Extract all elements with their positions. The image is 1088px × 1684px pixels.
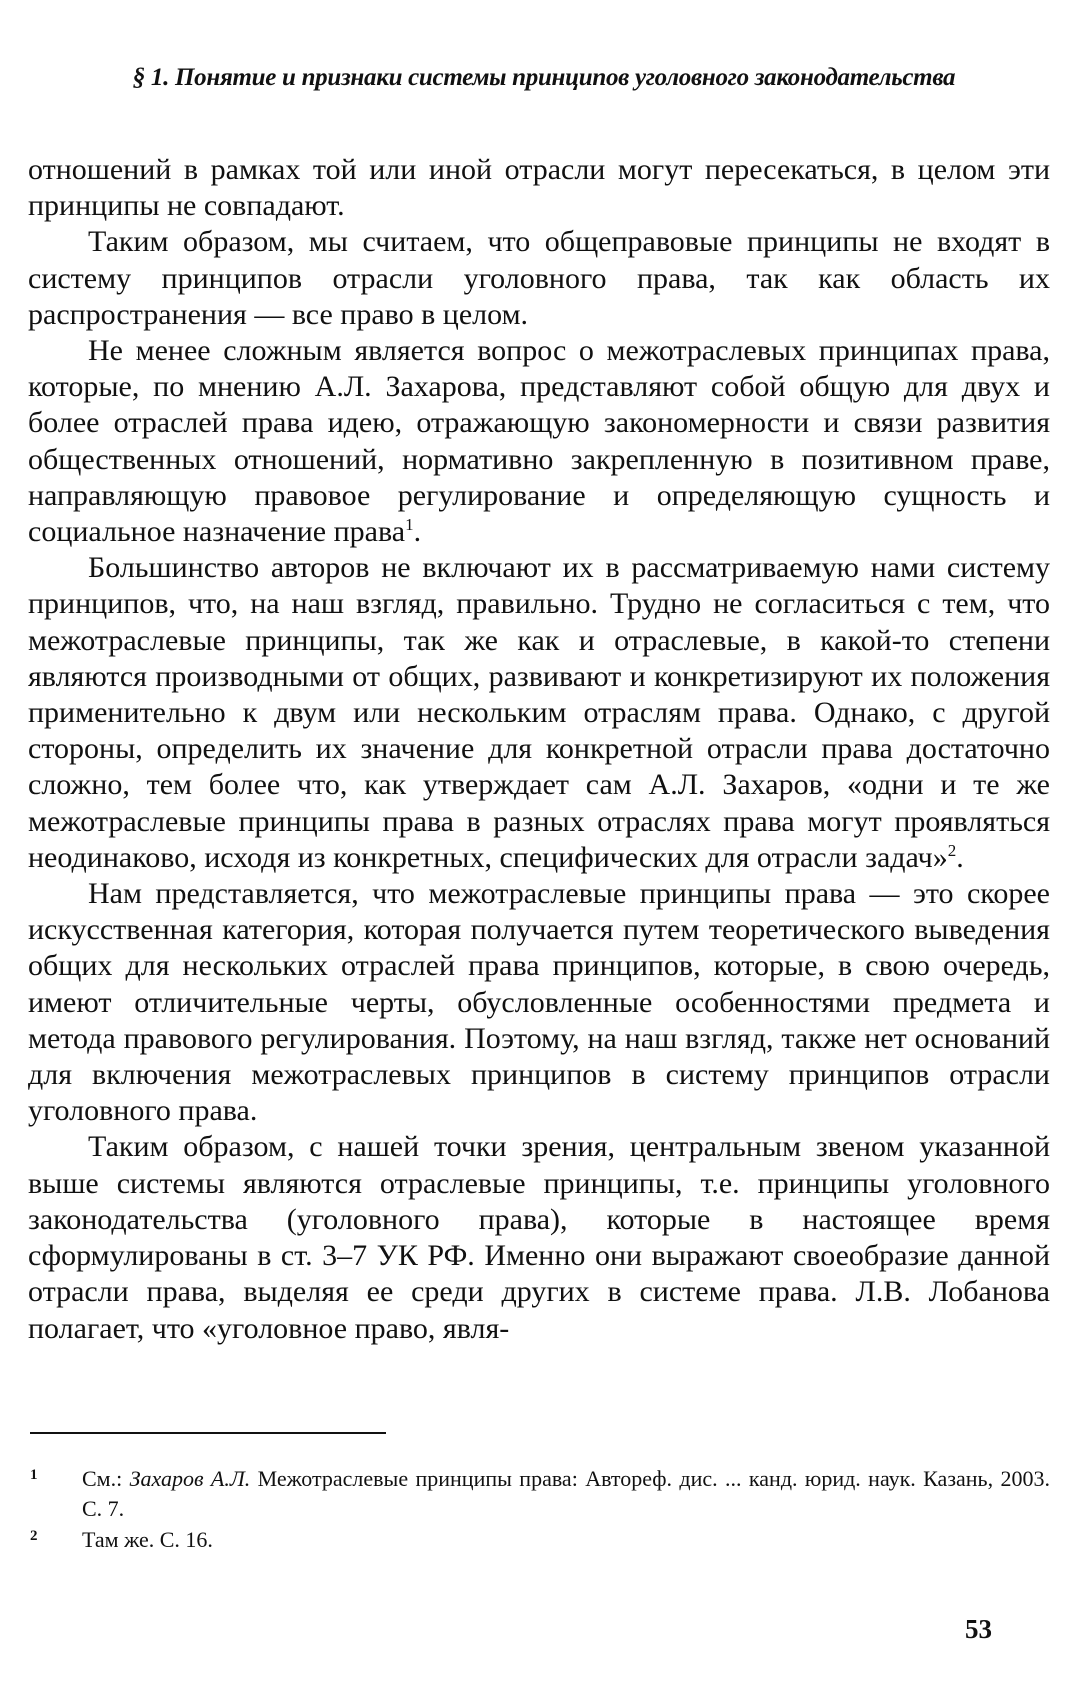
paragraph-5: Нам представляется, что межотраслевые принципы права — это скорее искусственная категория, которая получается путем теоретического выведения общих для нескольких отраслей права принципов, которые, в свою очередь, имеют отличительные черты, обусловленные особенностями предмета и метода правового регулирования. Поэтому, на наш взгляд, также нет оснований для включения межотраслевых принципов в систему принципов отрасли уголовного права. (28, 877, 1050, 1128)
footnote-1-text (30, 1464, 1050, 1524)
footnote-2 (30, 1525, 1050, 1555)
paragraph-4 (28, 550, 1050, 876)
footnote-1-mark: 1 (30, 1467, 38, 1483)
footnote-2-mark: 2 (30, 1528, 38, 1544)
footnote-ref-2[interactable]: 2 (947, 840, 957, 860)
paragraph-4-end: . (956, 840, 964, 874)
paragraph-3 (28, 333, 1050, 550)
page-number: 53 (965, 1614, 992, 1644)
paragraph-2: Таким образом, мы считаем, что общеправовые принципы не входят в систему принципов отрасли уголовного права, так как область их распространения — все право в целом. (28, 225, 1050, 331)
footnote-1-citation: Межотраслевые принципы права: Автореф. дис. ... канд. юрид. наук. Казань, 2003. С. 7. (82, 1466, 1050, 1521)
footnote-1 (30, 1464, 1050, 1524)
paragraph-3-end: . (413, 515, 422, 549)
body-text (28, 152, 1050, 1347)
footnote-divider (30, 1432, 386, 1434)
footnote-ref-1[interactable]: 1 (405, 515, 414, 535)
footnote-2-text: Там же. С. 16. (82, 1527, 213, 1552)
paragraph-3-text: Не менее сложным является вопрос о межотраслевых принципах права, которые, по мнению А.Л. Захарова, представляют собой общую для двух и более отраслей права идею, отражающую закономерности и связи развития общественных отношений, нормативно закрепленную в позитивном праве, направляющую правовое регулирование и определяющую сущность и социальное назначение права (28, 334, 1050, 549)
paragraph-4-text: Большинство авторов не включают их в рассматриваемую нами систему принципов, что, на наш взгляд, правильно. Трудно не согласиться с тем, что межотраслевые принципы, так же как и отраслевые, в какой-то степени являются производными от общих, развивают и конкретизируют их положения применительно к двум или нескольким отраслям права. Однако, с другой стороны, определить их значение для конкретной отрасли права достаточно сложно, тем более что, как утверждает сам А.Л. Захаров, «одни и те же межотраслевые принципы права в разных отраслях права могут проявляться неодинаково, исходя из конкретных, специфических для отрасли задач» (28, 551, 1050, 874)
paragraph-6: Таким образом, с нашей точки зрения, центральным звеном указанной выше системы являются отраслевые принципы, т.е. принципы уголовного законодательства (уголовного права), которые в настоящее время сформулированы в ст. 3–7 УК РФ. Именно они выражают своеобразие данной отрасли права, выделяя ее среди других в системе права. Л.В. Лобанова полагает, что «уголовное право, явля- (28, 1130, 1050, 1345)
paragraph-1: отношений в рамках той или иной отрасли могут пересекаться, в целом эти принципы не совпадают. (28, 153, 1050, 223)
running-header: § 1. Понятие и признаки системы принципов уголовного законодательства (132, 64, 956, 91)
footnote-1-prefix: См.: (82, 1466, 130, 1491)
footnote-1-author: Захаров А.Л. (129, 1466, 251, 1491)
